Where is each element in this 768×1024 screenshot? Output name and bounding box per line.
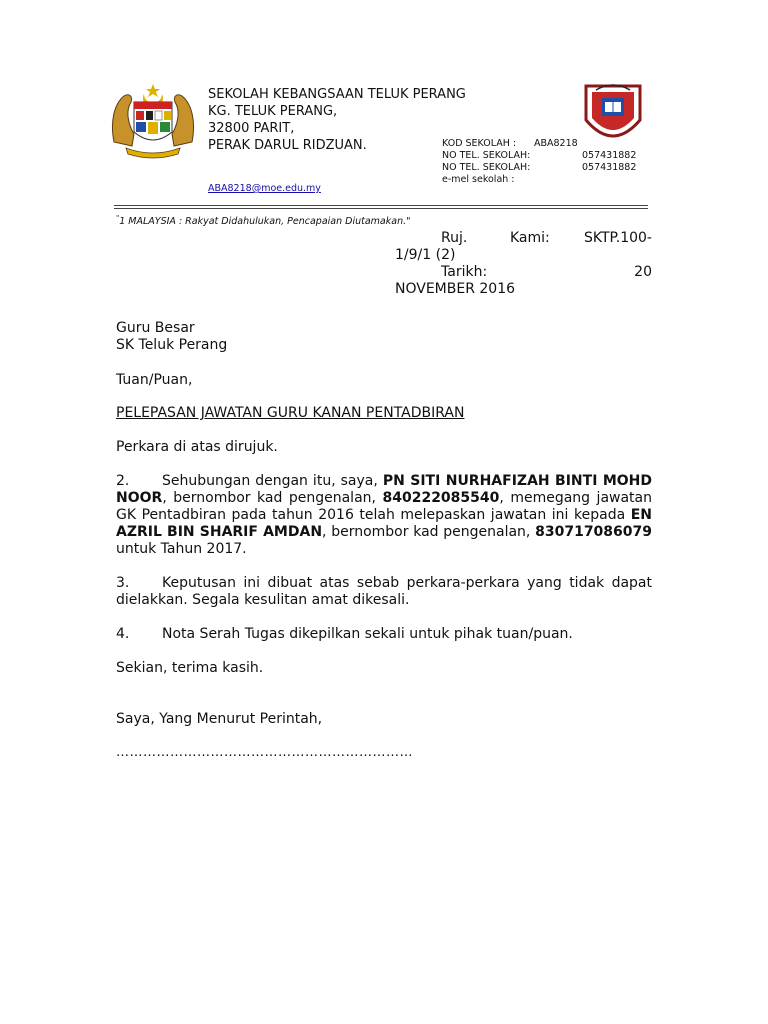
- ic-number-1: 840222085540: [382, 490, 500, 506]
- para-number: 3.: [116, 575, 130, 591]
- tel-value: 057431882: [582, 162, 637, 173]
- para-text: untuk Tahun 2017.: [116, 541, 247, 557]
- paragraph-4: [116, 626, 652, 643]
- paragraph-3: [116, 575, 652, 609]
- para-number: 4.: [116, 626, 130, 642]
- motto-mark: ": [116, 214, 120, 222]
- header-divider: [114, 205, 648, 206]
- kod-sekolah-row: [442, 138, 578, 150]
- email-row: [442, 174, 530, 186]
- tel-row: [442, 162, 637, 174]
- motto-line: [116, 214, 411, 227]
- recipient-line: SK Teluk Perang: [116, 337, 228, 353]
- para-number: 2.: [116, 473, 130, 489]
- ruj-label: Ruj.: [441, 230, 468, 246]
- tarikh-month-year: NOVEMBER 2016: [395, 281, 516, 297]
- school-address-block: [208, 86, 466, 154]
- address-line: PERAK DARUL RIDZUAN.: [208, 138, 367, 153]
- kod-label: KOD SEKOLAH :: [442, 138, 517, 149]
- sign-off: Saya, Yang Menurut Perintah,: [116, 711, 323, 727]
- para-text: , bernombor kad pengenalan,: [162, 490, 376, 506]
- header-divider-thin: [114, 208, 648, 209]
- email-label: e-mel sekolah :: [442, 174, 515, 185]
- name-1: PN SITI NURHAFIZAH BINTI MOHD NOOR: [116, 473, 652, 506]
- para-text: , bernombor kad pengenalan,: [322, 524, 531, 540]
- address-line: KG. TELUK PERANG,: [208, 104, 338, 119]
- para-text: Sehubungan dengan itu, saya,: [162, 473, 378, 489]
- school-info-block: [442, 138, 637, 186]
- ic-number-2: 830717086079: [535, 524, 653, 540]
- malaysia-crest-logo: [108, 82, 198, 162]
- para-text: Nota Serah Tugas dikepilkan sekali untuk pihak tuan/puan.: [162, 626, 573, 642]
- ruj-value-part2: 1/9/1 (2): [395, 247, 456, 263]
- recipient-line: Guru Besar: [116, 320, 195, 336]
- tarikh-label: Tarikh:: [441, 264, 488, 280]
- tarikh-day: 20: [634, 264, 652, 280]
- letter-subject: PELEPASAN JAWATAN GURU KANAN PENTADBIRAN: [116, 405, 465, 421]
- para-text: Keputusan ini dibuat atas sebab perkara-perkara yang tidak dapat dielakkan. Segala kesulitan amat dikesali.: [116, 575, 652, 608]
- tel-label: NO TEL. SEKOLAH:: [442, 162, 531, 173]
- signature-line: …………………………………………………………: [116, 745, 413, 760]
- opening-line: Perkara di atas dirujuk.: [116, 439, 278, 455]
- address-line: 32800 PARIT,: [208, 121, 295, 136]
- para-text: , memegang jawatan GK Pentadbiran pada tahun 2016 telah melepaskan jawatan ini kepada: [116, 490, 652, 523]
- tel-row: [442, 150, 637, 162]
- school-name: SEKOLAH KEBANGSAAN TELUK PERANG: [208, 87, 466, 102]
- school-email-link[interactable]: ABA8218@moe.edu.my: [208, 183, 321, 194]
- name-2: EN AZRIL BIN SHARIF AMDAN: [116, 507, 653, 540]
- ruj-value-part1: SKTP.100-: [583, 230, 652, 246]
- kod-value: ABA8218: [534, 138, 578, 149]
- tel-label: NO TEL. SEKOLAH:: [442, 150, 531, 161]
- closing-line: Sekian, terima kasih.: [116, 660, 264, 676]
- kami-label: Kami:: [510, 230, 550, 246]
- tel-value: 057431882: [582, 150, 637, 161]
- paragraph-2: [116, 473, 652, 558]
- motto-text: 1 MALAYSIA : Rakyat Didahulukan, Pencapaian Diutamakan.": [119, 216, 411, 228]
- school-badge-logo: [582, 80, 644, 152]
- salutation: Tuan/Puan,: [116, 372, 193, 388]
